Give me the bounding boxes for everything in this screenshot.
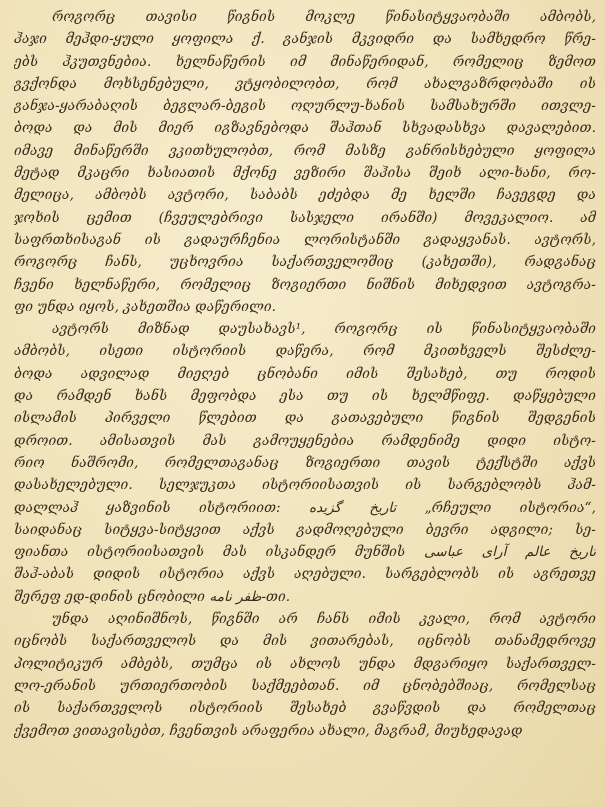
paragraph (14, 608, 596, 742)
text-line: ჩვენი ხელნაწერი, რომელიც ზოგიერთი ნიშნის მიხედვით ავტოგრა- (14, 276, 596, 293)
text-line: ლო-ერანის ურთიერთობის საქმეებთან. იმ ცნობებშიაც, რომელსაც (14, 677, 596, 694)
text-line: იცნობს საქართველოს და მის ვითარებას, იცნობს თანამედროვე (14, 633, 596, 650)
text-line: შაჰ-აბას დიდის ისტორია აქვს აღებული. სარგებლობს ის აგრეთვე (14, 566, 596, 583)
text-line: გვქონდა მოხსენებული, ვტყობილობთ, რომ ახალგაზრდობაში ის (14, 75, 596, 92)
text-line: ფიანთა ისტორიისათვის მას ისკანდერ მუნშის تاریخ عالم آرای عباسی (14, 544, 596, 561)
text-line: ჯოხის ცემით (ჩვეულებრივი სასჯელი ირანში) მოვეკალიო. ამ (14, 209, 596, 226)
text-line: დალლაჰ ყაზვინის ისტორიით: تاریخ گزیده „რჩეული ისტორია“, (14, 499, 596, 516)
text-line: შერეფ ედ-დინის ცნობილი ظفر نامه-თი. (14, 588, 291, 605)
text-line: საფრთხისაგან ის გადაურჩენია ლორისტანში გადაყვანას. ავტორს, (14, 231, 596, 248)
text-line: როგორც ჩანს, უცხოვრია საქართველოშიც (კახეთში), რადგანაც (14, 254, 596, 271)
text-line: ისლამის პირველი წლებით და გათავებული წიგნის შედგენის (14, 410, 596, 427)
text-line: განჯა-ყარაბაღის ბეგლარ-ბეგის ოღურლუ-ხანის სამსახურში ითვლე- (14, 98, 596, 115)
text-line: ებს ჰკუთვნებია. ხელნაწერის იმ მინაწერიდან, რომელიც ზემოთ (14, 53, 596, 70)
text-line: მელიცა, ამბობს ავტორი, საბაბს ეძებდა მე ხელში ჩავეგდე და (14, 187, 596, 204)
text-line: ჰაჯი მეჰდი-ყული ყოფილა ქ. განჯის მკვიდრი და სამხედრო წრე- (14, 31, 596, 48)
text-line: ბოდა და მის მიერ იგზავნებოდა შაჰთან სხვადასხვა დავალებით. (14, 120, 596, 137)
text-line: ფი უნდა იყოს, კახეთშია დაწერილი. (14, 298, 277, 315)
text-line: ის საქართველოს ისტორიის შესახებ გვაწვდის და რომელთაც (14, 700, 596, 717)
text-line: საიდანაც სიტყვა-სიტყვით აქვს გადმოღებული ბევრი ადგილი; სე- (14, 521, 596, 538)
paragraph (14, 6, 596, 318)
text-line: ავტორს მიზნად დაუსახავს¹, როგორც ის წინასიტყვაობაში (52, 321, 596, 338)
text-line: ამბობს, ისეთი ისტორიის დაწერა, რომ მკითხველს შესძლე- (14, 343, 596, 360)
text-line: როგორც თავისი წიგნის მოკლე წინასიტყვაობაში ამბობს, (52, 9, 596, 25)
paragraph (14, 318, 596, 608)
text-line: პოლიტიკურ ამბებს, თუმცა ის ახლოს უნდა მდგარიყო საქართველ- (14, 655, 596, 672)
text-line: უნდა აღინიშნოს, წიგნში არ ჩანს იმის კვალი, რომ ავტორი (52, 611, 596, 628)
text-line: ბოდა ადვილად მიეღებ ცნობანი იმის შესახებ, თუ როდის (14, 365, 596, 382)
text-line: დასახელებული. სელჯუკთა ისტორიისათვის ის სარგებლობს ჰამ- (14, 477, 596, 494)
text-line: რიო ნაშრომი, რომელთაგანაც ზოგიერთი თავის ტექსტში აქვს (14, 454, 596, 471)
document-page (14, 6, 596, 804)
text-line: იმავე მინაწერში ვკითხულობთ, რომ მასზე განრისხებული ყოფილა (14, 142, 596, 159)
text-line: დროით. ამისათვის მას გამოუყენებია რამდენიმე დიდი ისტო- (14, 432, 596, 449)
text-line: და რამდენ ხანს მეფობდა ესა თუ ის ხელმწიფე. დაწყებული (14, 388, 596, 405)
text-line: ქვემოთ ვითავისებთ, ჩვენთვის არაფერია ახალი, მაგრამ, მიუხედავად (14, 722, 523, 739)
text-line: მეტად მკაცრი ხასიათის მქონე ვეზირი შაჰისა შეიხ ალი-ხანი, რო- (14, 165, 596, 182)
